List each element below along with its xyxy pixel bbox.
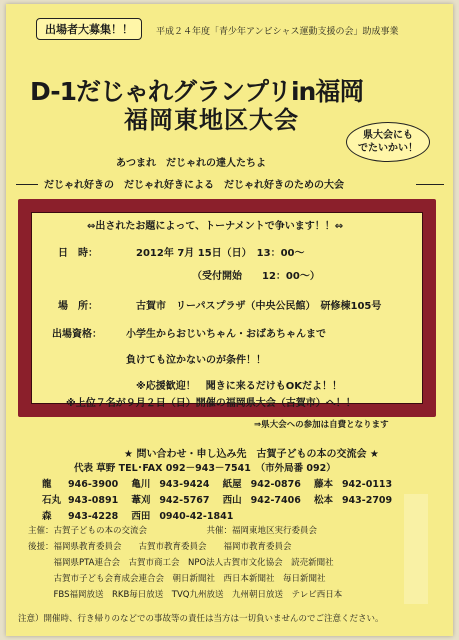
divider-right bbox=[416, 184, 444, 185]
representative: 代表 草野 TEL･FAX 092－943－7541 （市外局番 092） bbox=[74, 463, 336, 474]
main-title: D-1だじゃれグランプリin福岡 bbox=[30, 77, 364, 106]
event-intro: ⇔出されたお題によって、トーナメントで争います！！⇔ bbox=[87, 221, 344, 232]
organizer-line: 古賀市子ども会育成会連合会 朝日新聞社 西日本新聞社 毎日新聞社 bbox=[28, 574, 326, 584]
qualification-line2: 負けても泣かないのが条件！！ bbox=[126, 355, 266, 366]
organizer-line: FBS福岡放送 RKB毎日放送 TVQ九州放送 九州朝日放送 テレビ西日本 bbox=[28, 590, 343, 600]
organizer-line: 福岡県PTA連合会 古賀市商工会 NPO法人古賀市文化協会 読売新聞社 bbox=[28, 558, 334, 568]
contact-heading: ★ 問い合わせ・申し込み先 古賀子どもの本の交流会 ★ bbox=[124, 449, 379, 460]
travel-cost-note: ⇒県大会への参加は自費となります bbox=[254, 420, 389, 430]
faded-stamp bbox=[404, 494, 428, 604]
reception-time: （受付開始 12：00～） bbox=[192, 271, 320, 282]
place-value: 古賀市 リーパスプラザ（中央公民館） 研修棟105号 bbox=[136, 301, 382, 312]
phone-row: 龍 946-3900 亀川 943-9424 紙屋 942-0876 藤本 942-0113 bbox=[42, 479, 393, 490]
phone-row: 森 943-4228 西田 0940-42-1841 bbox=[42, 511, 234, 522]
divider-left bbox=[16, 184, 38, 185]
organizer-line: 後援：福岡県教育委員会 古賀市教育委員会 福岡市教育委員会 bbox=[28, 542, 292, 552]
motto: だじゃれ好きの だじゃれ好きによる だじゃれ好きのための大会 bbox=[44, 180, 344, 191]
event-panel bbox=[31, 212, 423, 404]
place-label: 場 所： bbox=[58, 301, 98, 312]
event-frame bbox=[18, 199, 436, 417]
recruit-badge: 出場者大募集！！ bbox=[36, 18, 142, 40]
flyer bbox=[6, 4, 453, 636]
organizer-line: 主催：古賀子どもの本の交流会 共催：福岡東地区実行委員会 bbox=[28, 526, 318, 536]
date-value: 2012年 7月 15日（日） 13：00～ bbox=[136, 248, 305, 259]
bubble-line1: 県大会にも bbox=[363, 130, 413, 141]
callout-bubble bbox=[346, 122, 430, 162]
top7-note: ※上位７名が９月２日（日）開催の福岡県大会（古賀市）へ！！ bbox=[66, 398, 356, 409]
phone-row: 石丸 943-0891 葦刈 942-5767 西山 942-7406 松本 943-2709 bbox=[42, 495, 393, 506]
catchphrase: あつまれ だじゃれの達人たちよ bbox=[116, 158, 266, 169]
qualification-label: 出場資格： bbox=[52, 329, 102, 340]
subsidy-note: 平成２４年度「青少年アンビシャス運動支援の会」助成事業 bbox=[156, 27, 399, 37]
sub-title: 福岡東地区大会 bbox=[124, 106, 299, 134]
qualification-line1: 小学生からおじいちゃん・おばあちゃんまで bbox=[126, 329, 326, 340]
bubble-line2: でたいかい！ bbox=[358, 143, 418, 154]
date-label: 日 時： bbox=[58, 248, 98, 259]
cheer-note: ※応援歓迎！ 聞きに来るだけもOKだよ！！ bbox=[136, 381, 342, 392]
notice: 注意）開催時、行き帰りのなどでの事故等の責任は当方は一切負いませんのでご注意ください。 bbox=[18, 614, 384, 624]
